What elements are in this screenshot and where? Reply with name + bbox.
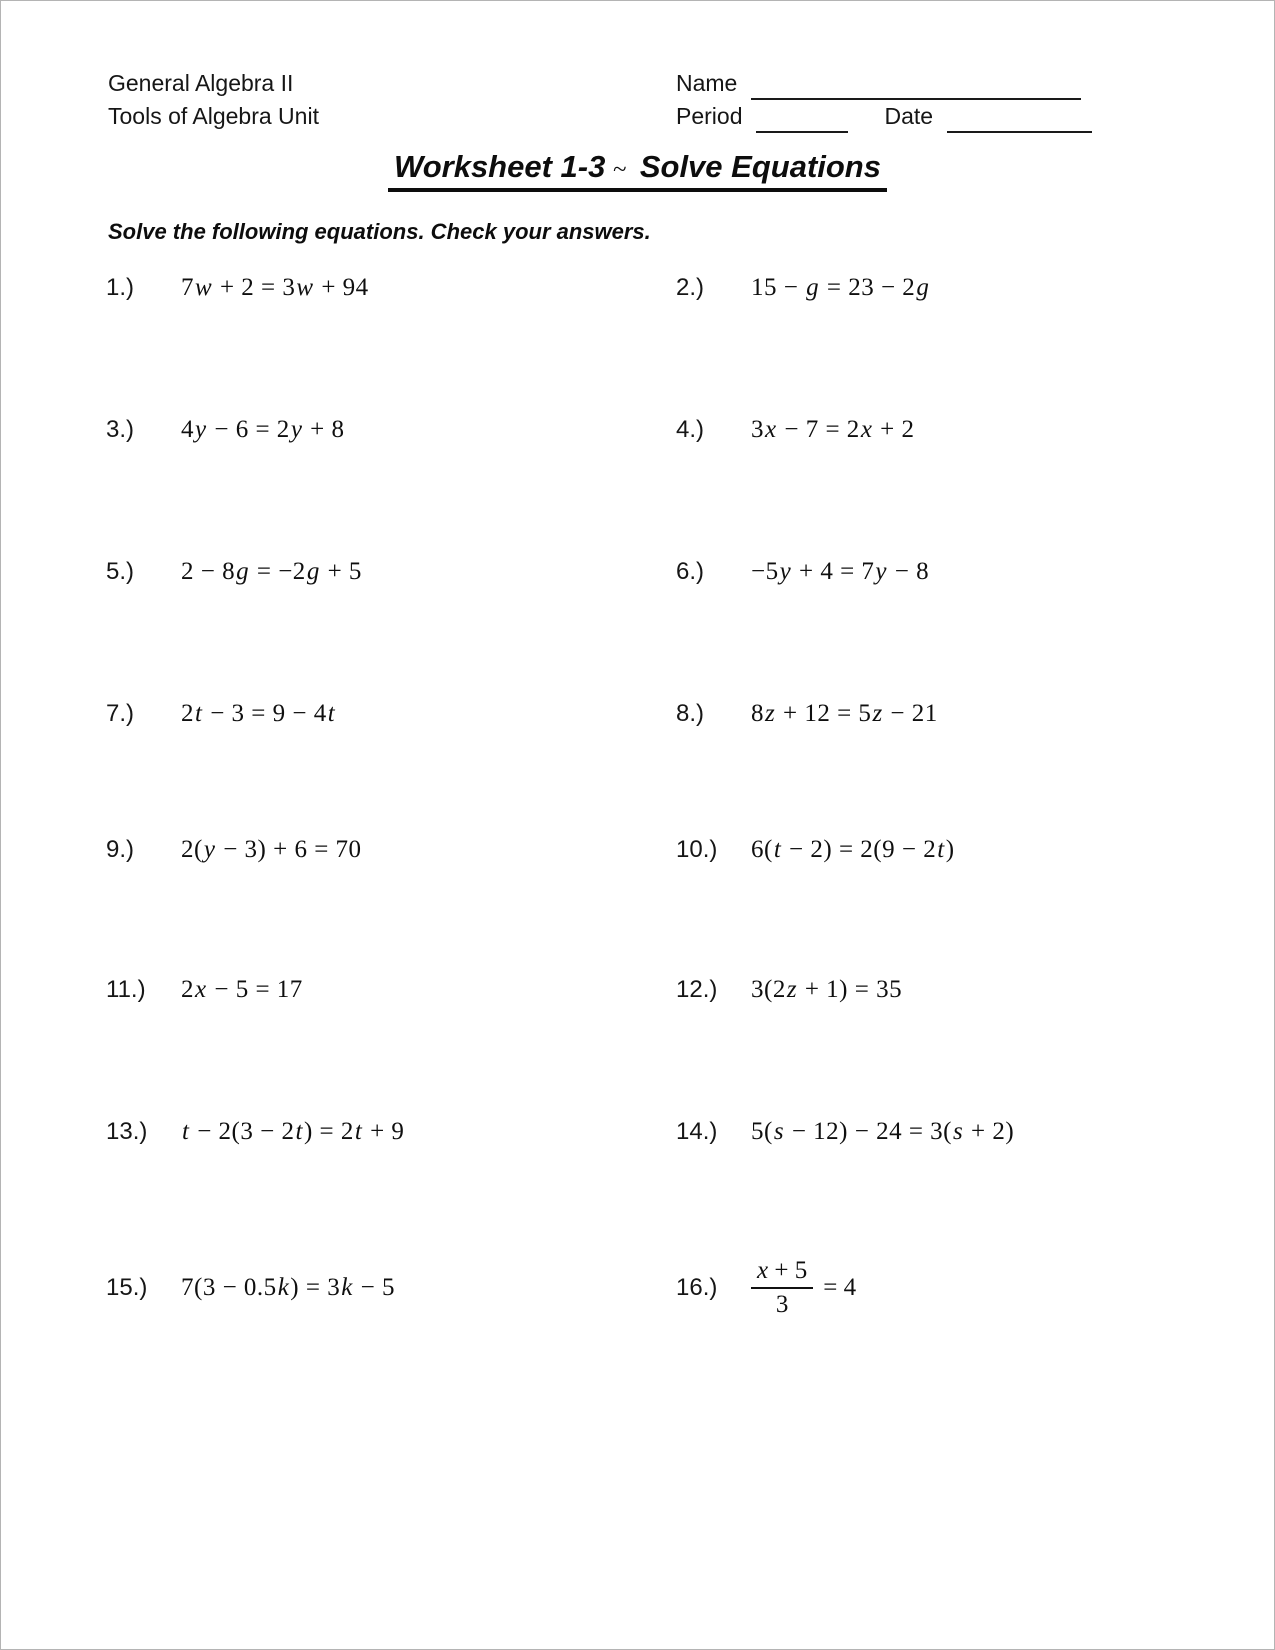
- problem-15: [106, 1274, 676, 1302]
- date-blank-line: [947, 105, 1092, 133]
- problem-equation: 2(y − 3) + 6 = 70: [181, 836, 362, 863]
- problem-equation: 5(s − 12) − 24 = 3(s + 2): [751, 1118, 1015, 1145]
- page-title-part1: Worksheet 1-3: [394, 149, 606, 184]
- header-student-block: [676, 67, 1146, 133]
- problem-3: [106, 416, 676, 444]
- problem-13: [106, 1118, 676, 1146]
- problem-row-8: [106, 1246, 1176, 1330]
- problem-number: 9.): [106, 836, 135, 863]
- problem-equation: 15 − g = 23 − 2g: [751, 274, 930, 301]
- fraction: [751, 1257, 813, 1319]
- problem-equation: 3(2z + 1) = 35: [751, 976, 903, 1003]
- problem-equation: 8z + 12 = 5z − 21: [751, 700, 938, 727]
- problem-equation: [751, 1257, 856, 1319]
- problem-equation: t − 2(3 − 2t) = 2t + 9: [182, 1118, 405, 1145]
- problem-9: [106, 836, 676, 864]
- problem-equation: 2 − 8g = −2g + 5: [181, 558, 362, 585]
- page-title: [388, 149, 887, 192]
- period-date-row: [676, 100, 1146, 133]
- problem-equation: 7w + 2 = 3w + 94: [181, 274, 369, 301]
- instructions: Solve the following equations. Check your answers.: [108, 219, 651, 244]
- problem-1: [106, 274, 676, 302]
- fraction-denominator: 3: [775, 1291, 789, 1318]
- problem-number: 12.): [676, 976, 718, 1003]
- problem-equation: −5y + 4 = 7y − 8: [751, 558, 930, 585]
- problem-number: 11.): [106, 976, 146, 1003]
- problem-equation: 4y − 6 = 2y + 8: [181, 416, 345, 443]
- fraction-equals-rhs: = 4: [823, 1274, 857, 1301]
- problem-number: 13.): [106, 1118, 148, 1145]
- problem-number: 2.): [676, 274, 705, 301]
- problem-number: 4.): [676, 416, 705, 443]
- problem-equation: 6(t − 2) = 2(9 − 2t): [751, 836, 955, 863]
- problem-row-2: [106, 388, 1176, 472]
- problem-row-7: [106, 1090, 1176, 1174]
- problem-6: [676, 558, 1176, 586]
- problem-7: [106, 700, 676, 728]
- name-blank-line: [751, 72, 1081, 100]
- problem-equation: 2t − 3 = 9 − 4t: [181, 700, 336, 727]
- problem-row-6: [106, 948, 1176, 1032]
- problem-number: 7.): [106, 700, 135, 727]
- problem-number: 5.): [106, 558, 135, 585]
- problem-14: [676, 1118, 1176, 1146]
- problem-equation: 7(3 − 0.5k) = 3k − 5: [181, 1274, 395, 1301]
- problem-number: 8.): [676, 700, 705, 727]
- problem-5: [106, 558, 676, 586]
- course-name: General Algebra II: [108, 70, 294, 96]
- problem-number: 10.): [676, 836, 718, 863]
- problem-equation: 2x − 5 = 17: [181, 976, 303, 1003]
- problem-16: [676, 1257, 1176, 1319]
- title-wrap: [1, 149, 1274, 192]
- unit-name: Tools of Algebra Unit: [108, 103, 319, 129]
- name-row: [676, 67, 1146, 100]
- problem-12: [676, 976, 1176, 1004]
- problem-11: [106, 976, 676, 1004]
- problem-number: 14.): [676, 1118, 718, 1145]
- problem-number: 1.): [106, 274, 135, 301]
- problem-4: [676, 416, 1176, 444]
- header-course-block: [108, 67, 319, 133]
- date-label: Date: [884, 103, 934, 129]
- problem-row-3: [106, 530, 1176, 614]
- page-title-tilde: ~: [612, 156, 627, 183]
- problem-8: [676, 700, 1176, 728]
- period-blank-line: [756, 105, 848, 133]
- problem-number: 15.): [106, 1274, 148, 1301]
- fraction-numerator: x + 5: [751, 1257, 813, 1289]
- problem-equation: 3x − 7 = 2x + 2: [751, 416, 915, 443]
- problem-number: 16.): [676, 1274, 718, 1301]
- problem-row-4: [106, 672, 1176, 756]
- problem-10: [676, 836, 1176, 864]
- problem-row-1: [106, 246, 1176, 330]
- name-label: Name: [676, 70, 738, 96]
- problem-number: 3.): [106, 416, 135, 443]
- page-title-part2: Solve Equations: [639, 149, 881, 184]
- period-label: Period: [676, 103, 743, 129]
- problem-2: [676, 274, 1176, 302]
- problem-row-5: [106, 808, 1176, 892]
- problem-number: 6.): [676, 558, 705, 585]
